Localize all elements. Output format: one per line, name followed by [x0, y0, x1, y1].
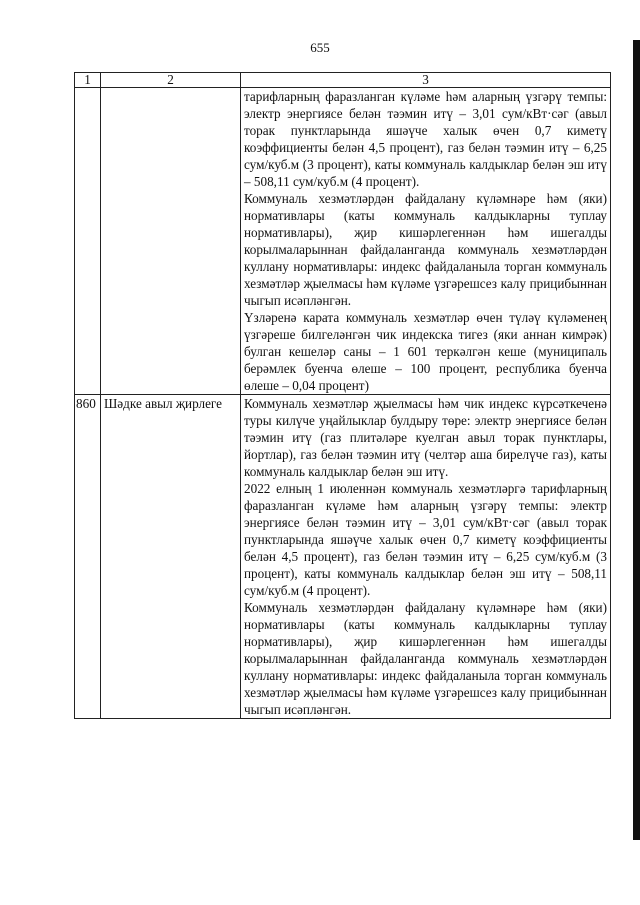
table-row — [75, 88, 611, 395]
column-header-3: 3 — [241, 73, 611, 88]
scan-edge-bar — [633, 40, 640, 840]
row-number — [75, 88, 101, 395]
content-paragraph: Үзләренә карата коммуналь хезмәтләр өчен түләү күләменең үзгәреше билгеләнгән чик индекска тигез (яки аннан кимрәк) булган кешеләр саны – 1 601 теркәлгән кеше (муниципаль берәмлек буенча өлеше – 100 процент, республика буенча өлеше – 0,04 процент) — [244, 310, 607, 393]
column-header-2: 2 — [101, 73, 241, 88]
row-content — [241, 395, 611, 719]
table-row — [75, 395, 611, 719]
content-paragraph: Коммуналь хезмәтләрдән файдалану күләмнәре һәм (яки) нормативлары (каты коммуналь калдыкларны туплау нормативлары), җир кишәрлегеннән һәм ишегалды корылмаларыннан файдаланганда коммуналь хезмәтләрдән куллану нормативлары: индекс файдаланыла торган коммуналь хезмәтләр җыелмасы һәм күләме үзгәрешсез калу прицибыннан чыгып исәпләнгән. — [244, 191, 607, 308]
column-header-1: 1 — [75, 73, 101, 88]
row-number: 860 — [75, 395, 101, 719]
settlement-name: Шәдке авыл җирлеге — [101, 395, 241, 719]
content-paragraph: Коммуналь хезмәтләр җыелмасы һәм чик индекс күрсәткеченә туры килүче уңайлыклар булдыру төре: электр энергиясе белән тәэмин итү (газ плитәләре куелган авыл торак пунктлары, йортлар), газ белән тәэмин итү (челтәр аша бирелүче газ), каты коммуналь калдыклар белән эш итү. — [244, 396, 607, 479]
content-paragraph: тарифларның фаразланган күләме һәм аларның үзгәрү темпы: электр энергиясе белән тәэмин итү – 3,01 сум/кВт·сәг (авыл торак пунктларында яшәүче халык өчен 0,7 киметү коэффициенты белән 4,5 процент), газ белән тәэмин итү – 6,25 сум/куб.м (3 процент), каты коммуналь калдыклар белән эш итү – 508,11 сум/куб.м (4 процент). — [244, 89, 607, 189]
page-number: 655 — [310, 40, 330, 55]
content-paragraph: Коммуналь хезмәтләрдән файдалану күләмнәре һәм (яки) нормативлары (каты коммуналь калдыкларны туплау нормативлары), җир кишәрлегеннән һәм ишегалды корылмаларыннан файдаланганда коммуналь хезмәтләрдән куллану нормативлары: индекс файдаланыла торган коммуналь хезмәтләр җыелмасы һәм күләме үзгәрешсез калу прицибыннан чыгып исәпләнгән. — [244, 600, 607, 717]
table-header-row — [75, 73, 611, 88]
settlement-name — [101, 88, 241, 395]
row-content — [241, 88, 611, 395]
document-table — [74, 72, 611, 719]
content-paragraph: 2022 елның 1 июленнән коммуналь хезмәтләргә тарифларның фаразланган күләме һәм аларның үзгәрү темпы: электр энергиясе белән тәэмин итү – 3,01 сум/кВт·сәг (авыл торак пунктларында яшәүче халык өчен 0,7 киметү коэффициенты белән 4,5 процент), газ белән тәэмин итү – 6,25 сум/куб.м (3 процент), каты коммуналь калдыклар белән эш итү – 508,11 сум/куб.м (4 процент). — [244, 481, 607, 598]
